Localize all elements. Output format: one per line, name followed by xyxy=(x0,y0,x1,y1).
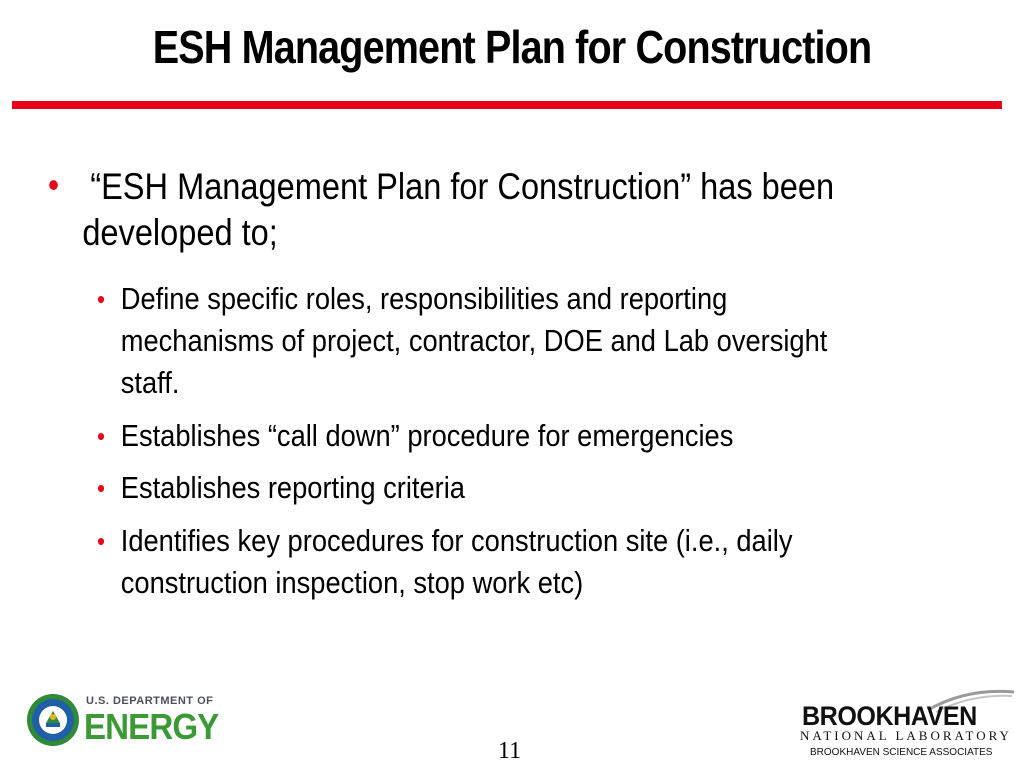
main-bullet-line-1: “ESH Management Plan for Construction” has been xyxy=(90,166,835,207)
page-number: 11 xyxy=(498,738,522,764)
main-bullet-line-2: developed to; xyxy=(82,212,278,253)
doe-logo xyxy=(26,693,256,751)
bullet-dot-icon: • xyxy=(97,421,106,451)
sub-bullet-line: staff. xyxy=(120,365,180,400)
bullet-dot-icon: • xyxy=(97,284,106,314)
bullet-dot-icon: • xyxy=(97,526,106,556)
title-divider xyxy=(12,101,1002,109)
slide-title: ESH Management Plan for Construction xyxy=(152,21,872,73)
sub-bullet-line: mechanisms of project, contractor, DOE and Lab oversight xyxy=(120,323,828,358)
doe-logo-small-text: U.S. DEPARTMENT OF xyxy=(86,695,214,707)
sub-bullet-line: Define specific roles, responsibilities and reporting xyxy=(120,281,728,316)
doe-seal-icon xyxy=(26,693,80,747)
sub-bullet-line: Establishes “call down” procedure for emergencies xyxy=(120,418,734,453)
bnl-logo-associates: BROOKHAVEN SCIENCE ASSOCIATES xyxy=(810,747,993,758)
sub-bullet-line: Establishes reporting criteria xyxy=(120,470,465,505)
bnl-logo-name: BROOKHAVEN xyxy=(802,701,977,731)
bnl-logo-subtitle: NATIONAL LABORATORY xyxy=(800,728,1012,743)
sub-bullet-line: construction inspection, stop work etc) xyxy=(120,565,584,600)
bullet-dot-icon: • xyxy=(97,473,106,503)
bullet-dot-icon: • xyxy=(48,164,60,205)
bnl-logo xyxy=(796,686,1016,764)
doe-logo-big-text: ENERGY xyxy=(84,706,219,747)
sub-bullet-line: Identifies key procedures for construction site (i.e., daily xyxy=(120,523,793,558)
